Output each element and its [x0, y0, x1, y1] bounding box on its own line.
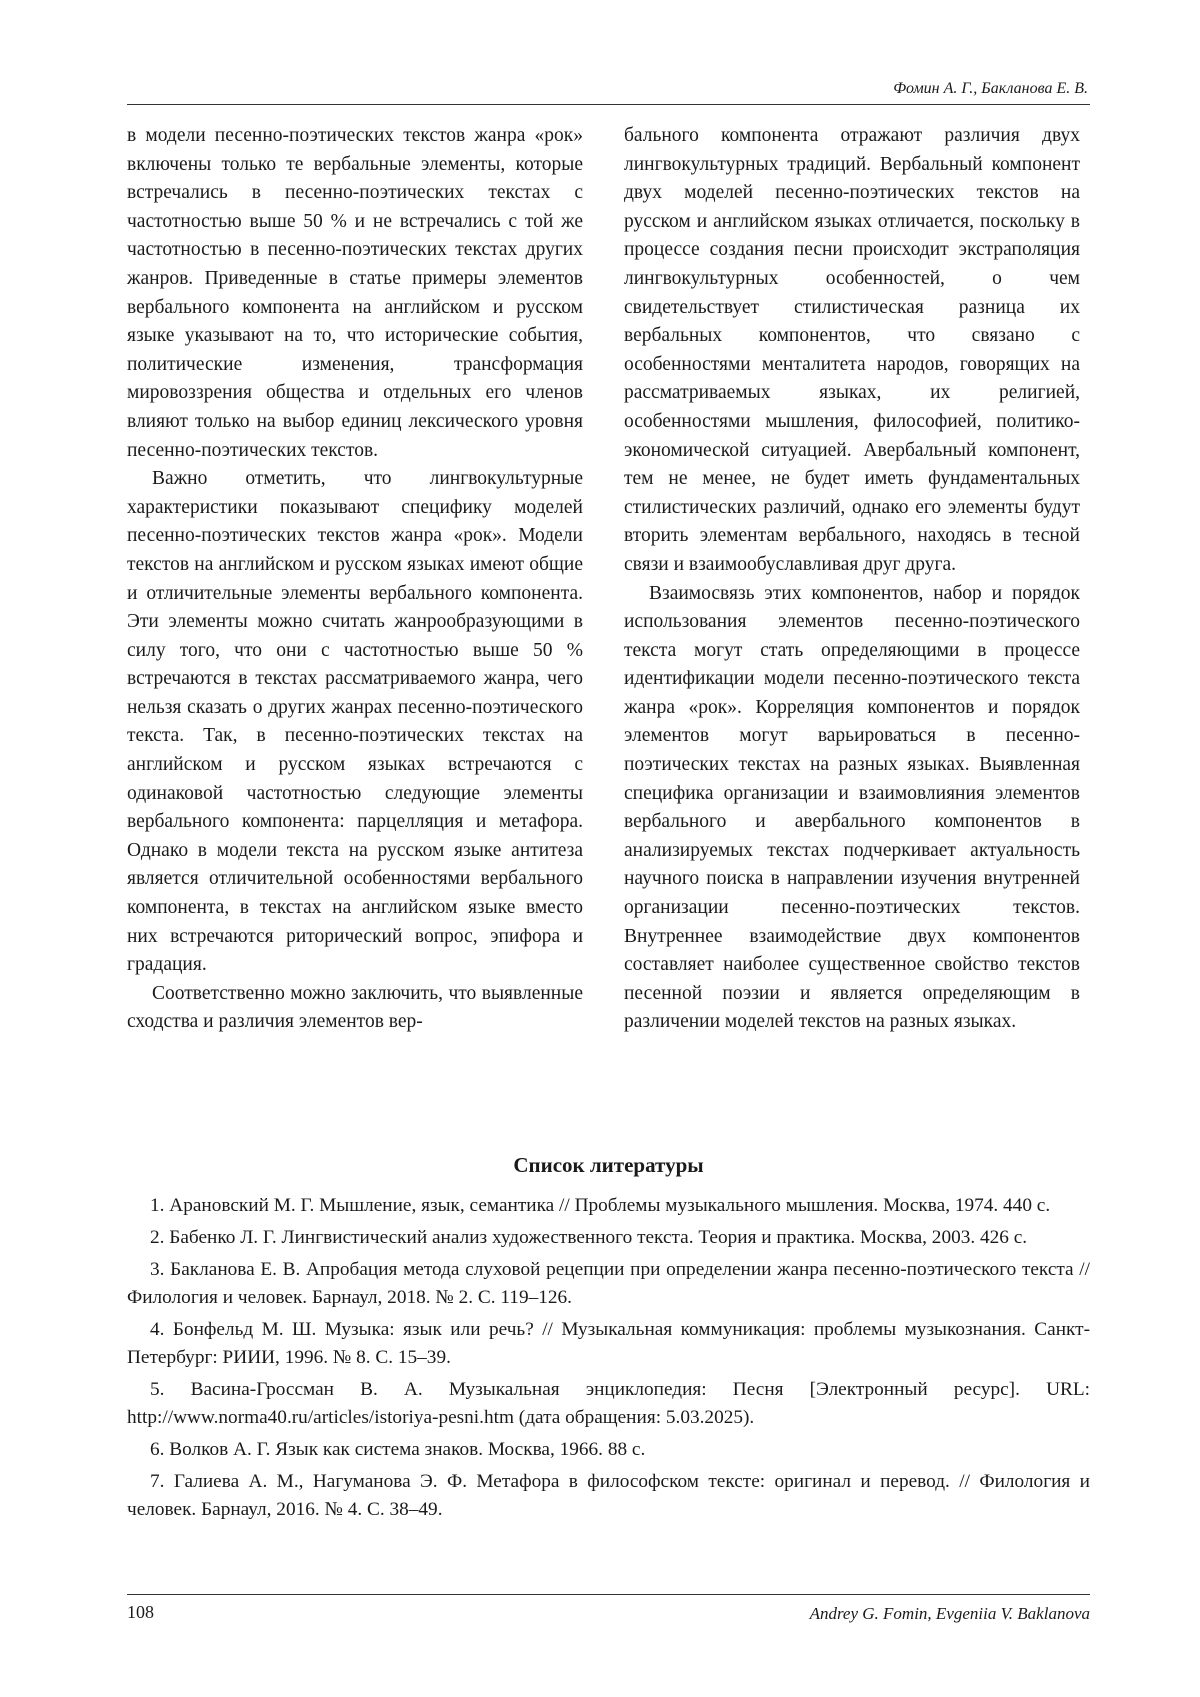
left-column — [127, 122, 583, 1037]
footer-divider — [127, 1594, 1090, 1595]
references-list — [127, 1192, 1090, 1528]
paragraph: бального компонента отражают различия двух лингвокультурных традиций. Вербальный компонент двух моделей песенно-поэтических текстов на русском и английском языках отличается, поскольку в процессе создания песни происходит экстраполяция лингвокультурных особенностей, о чем свидетельствует стилистическая разница их вербальных компонентов, что связано с особенностями менталитета народов, говорящих на рассматриваемых языках, их религией, особенностями мышления, философией, политико-экономической ситуацией. Авербальный компонент, тем не менее, не будет иметь фундаментальных стилистических различий, однако его элементы будут вторить элементам вербального, находясь в тесной связи и взаимообуславливая друг друга. — [624, 125, 1080, 575]
reference-item: 7. Галиева А. М., Нагуманова Э. Ф. Метафора в философском тексте: оригинал и перевод. // Филология и человек. Барнаул, 2016. № 4. С. 38–49. — [127, 1471, 1090, 1520]
paragraph: в модели песенно-поэтических текстов жанра «рок» включены только те вербальные элементы, которые встречались в песенно-поэтических текстах с частотностью выше 50 % и не встречались с той же частотностью в песенно-поэтических текстах других жанров. Приведенные в статье примеры элементов вербального компонента на английском и русском языке указывают на то, что исторические события, политические изменения, трансформация мировоззрения общества и отдельных его членов влияют только на выбор единиц лексического уровня песенно-поэтических текстов. — [127, 125, 583, 461]
reference-item: 1. Арановский М. Г. Мышление, язык, семантика // Проблемы музыкального мышления. Москва, 1974. 440 с. — [150, 1195, 1051, 1216]
reference-item: 4. Бонфельд М. Ш. Музыка: язык или речь? // Музыкальная коммуникация: проблемы музыкознания. Санкт-Петербург: РИИИ, 1996. № 8. С. 15–39. — [127, 1319, 1090, 1368]
paragraph: Соответственно можно заключить, что выявленные сходства и различия элементов вер- — [127, 982, 583, 1033]
paragraph: Важно отметить, что лингвокультурные характеристики показывают специфику моделей песенно-поэтических текстов жанра «рок». Модели текстов на английском и русском языках имеют общие и отличительные элементы вербального компонента. Эти элементы можно считать жанрообразующими в силу того, что они с частотностью выше 50 % встречаются в текстах рассматриваемого жанра, чего нельзя сказать о других жанрах песенно-поэтического текста. Так, в песенно-поэтических текстах на английском и русском языках встречаются с одинаковой частотностью следующие элементы вербального компонента: парцелляция и метафора. Однако в модели текста на русском языке антитеза является отличительной особенностями вербального компонента, в текстах на английском языке вместо них встречаются риторический вопрос, эпифора и градация. — [127, 468, 583, 976]
references-title: Список литературы — [513, 1153, 704, 1177]
right-column — [624, 122, 1080, 1037]
reference-item: 6. Волков А. Г. Язык как система знаков. Москва, 1966. 88 с. — [150, 1439, 646, 1460]
paragraph: Взаимосвязь этих компонентов, набор и порядок использования элементов песенно-поэтического текста могут стать определяющими в процессе идентификации модели песенно-поэтического текста жанра «рок». Корреляция компонентов и порядок элементов могут варьироваться в песенно-поэтических текстах на разных языках. Выявленная специфика организации и взаимовлияния элементов вербального и авербального компонентов в анализируемых текстах подчеркивает актуальность научного поиска в направлении изучения внутренней организации песенно-поэтических текстов. Внутреннее взаимодействие двух компонентов составляет наиболее существенное свойство текстов песенной поэзии и является определяющим в различении моделей текстов на разных языках. — [624, 582, 1080, 1033]
reference-item: 5. Васина-Гроссман В. А. Музыкальная энциклопедия: Песня [Электронный ресурс]. URL: http://www.norma40.ru/articles/istoriya-pesni.htm (дата обращения: 5.03.2025). — [127, 1379, 1090, 1428]
page-number: 108 — [127, 1602, 154, 1622]
reference-item: 3. Бакланова Е. В. Апробация метода слуховой рецепции при определении жанра песенно-поэтического текста // Филология и человек. Барнаул, 2018. № 2. С. 119–126. — [127, 1259, 1090, 1308]
reference-item: 2. Бабенко Л. Г. Лингвистический анализ художественного текста. Теория и практика. Москва, 2003. 426 с. — [150, 1227, 1028, 1248]
header-authors: Фомин А. Г., Бакланова Е. В. — [893, 80, 1088, 97]
running-header — [127, 78, 1090, 105]
footer-authors: Andrey G. Fomin, Evgeniia V. Baklanova — [809, 1604, 1090, 1623]
